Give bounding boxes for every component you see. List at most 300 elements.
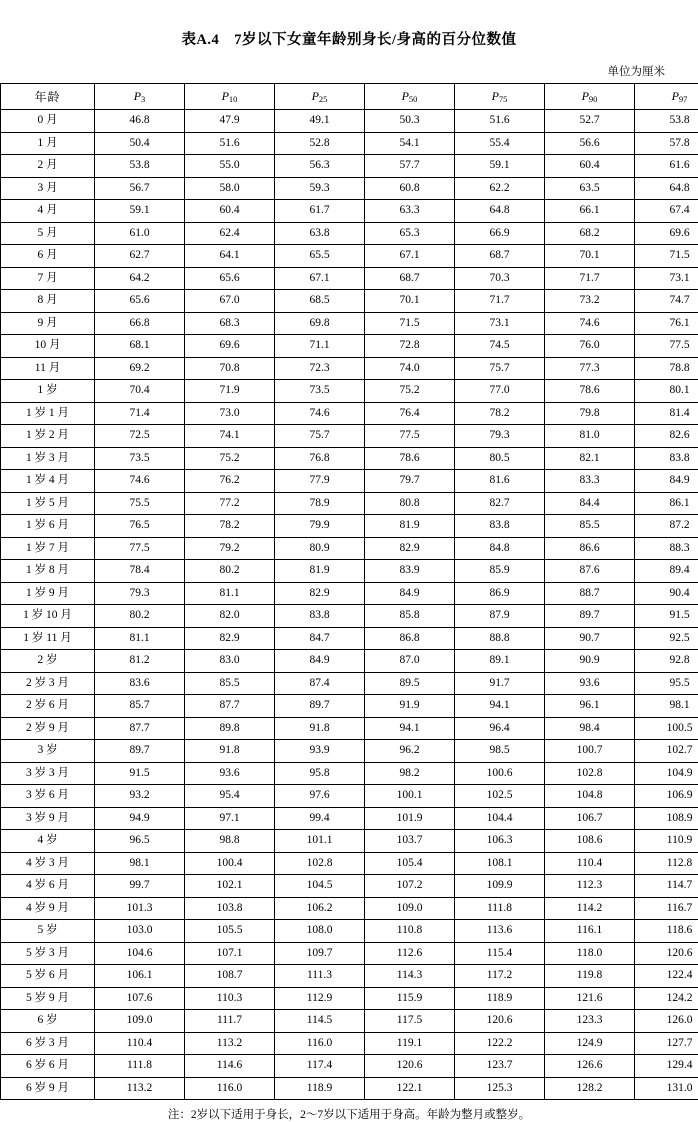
table-row (1, 515, 698, 538)
table-cell: 87.6 (545, 560, 635, 583)
table-cell: 117.2 (455, 965, 545, 988)
table-cell: 103.8 (185, 897, 275, 920)
table-cell: 72.5 (95, 425, 185, 448)
table-cell: 55.0 (185, 155, 275, 178)
table-cell: 71.7 (545, 267, 635, 290)
table-cell: 84.9 (275, 650, 365, 673)
table-cell: 62.7 (95, 245, 185, 268)
table-cell: 81.1 (185, 582, 275, 605)
table-cell: 116.0 (275, 1032, 365, 1055)
p3-subscript: 3 (141, 94, 145, 104)
table-cell: 73.5 (275, 380, 365, 403)
table-cell: 83.8 (275, 605, 365, 628)
table-cell: 62.4 (185, 222, 275, 245)
table-row (1, 605, 698, 628)
table-cell: 108.0 (275, 920, 365, 943)
table-cell: 77.0 (455, 380, 545, 403)
table-cell: 77.9 (275, 470, 365, 493)
table-cell: 65.3 (365, 222, 455, 245)
table-cell: 79.3 (95, 582, 185, 605)
table-cell: 79.2 (185, 537, 275, 560)
table-cell: 92.8 (635, 650, 698, 673)
table-cell: 89.7 (95, 740, 185, 763)
table-cell: 96.5 (95, 830, 185, 853)
row-header-age: 2 月 (1, 155, 95, 178)
table-cell: 76.5 (95, 515, 185, 538)
table-cell: 70.3 (455, 267, 545, 290)
table-cell: 67.4 (635, 200, 698, 223)
table-cell: 110.4 (95, 1032, 185, 1055)
row-header-age: 4 岁 (1, 830, 95, 853)
table-row (1, 110, 698, 133)
table-cell: 122.4 (635, 965, 698, 988)
table-cell: 103.7 (365, 830, 455, 853)
table-row (1, 1077, 698, 1100)
table-cell: 52.8 (275, 132, 365, 155)
table-cell: 100.1 (365, 785, 455, 808)
table-row (1, 312, 698, 335)
table-cell: 64.2 (95, 267, 185, 290)
table-cell: 95.4 (185, 785, 275, 808)
table-cell: 81.2 (95, 650, 185, 673)
table-cell: 85.5 (545, 515, 635, 538)
table-cell: 81.6 (455, 470, 545, 493)
table-cell: 114.3 (365, 965, 455, 988)
table-cell: 107.2 (365, 875, 455, 898)
table-cell: 131.0 (635, 1077, 698, 1100)
table-cell: 81.1 (95, 627, 185, 650)
table-row (1, 492, 698, 515)
table-row (1, 132, 698, 155)
table-cell: 98.1 (95, 852, 185, 875)
table-cell: 124.2 (635, 987, 698, 1010)
table-cell: 75.2 (185, 447, 275, 470)
row-header-age: 6 岁 (1, 1010, 95, 1033)
table-cell: 74.7 (635, 290, 698, 313)
table-cell: 109.9 (455, 875, 545, 898)
table-cell: 113.2 (95, 1077, 185, 1100)
table-cell: 114.5 (275, 1010, 365, 1033)
table-cell: 129.4 (635, 1055, 698, 1078)
table-cell: 115.9 (365, 987, 455, 1010)
row-header-age: 1 岁 7 月 (1, 537, 95, 560)
table-cell: 59.1 (95, 200, 185, 223)
table-cell: 89.4 (635, 560, 698, 583)
row-header-age: 2 岁 3 月 (1, 672, 95, 695)
table-cell: 77.5 (635, 335, 698, 358)
table-header-row (1, 84, 698, 110)
table-cell: 61.7 (275, 200, 365, 223)
p75-subscript: 75 (499, 94, 508, 104)
table-cell: 59.1 (455, 155, 545, 178)
table-cell: 54.1 (365, 132, 455, 155)
table-cell: 62.2 (455, 177, 545, 200)
table-row (1, 897, 698, 920)
table-cell: 119.1 (365, 1032, 455, 1055)
table-cell: 85.8 (365, 605, 455, 628)
table-cell: 94.1 (365, 717, 455, 740)
row-header-age: 6 月 (1, 245, 95, 268)
table-cell: 84.7 (275, 627, 365, 650)
table-cell: 106.2 (275, 897, 365, 920)
table-cell: 81.9 (365, 515, 455, 538)
table-cell: 73.5 (95, 447, 185, 470)
table-cell: 90.4 (635, 582, 698, 605)
column-header-p10: $P_{10}$ (185, 84, 275, 110)
table-cell: 60.4 (545, 155, 635, 178)
table-cell: 111.3 (275, 965, 365, 988)
table-cell: 83.3 (545, 470, 635, 493)
table-cell: 64.8 (455, 200, 545, 223)
table-cell: 74.6 (545, 312, 635, 335)
table-cell: 79.9 (275, 515, 365, 538)
table-row (1, 965, 698, 988)
row-header-age: 1 岁 11 月 (1, 627, 95, 650)
table-cell: 57.8 (635, 132, 698, 155)
table-row (1, 560, 698, 583)
table-cell: 110.3 (185, 987, 275, 1010)
table-cell: 83.9 (365, 560, 455, 583)
table-cell: 82.9 (185, 627, 275, 650)
row-header-age: 2 岁 6 月 (1, 695, 95, 718)
table-cell: 76.4 (365, 402, 455, 425)
table-cell: 77.5 (95, 537, 185, 560)
column-header-p75: $P_{75}$ (455, 84, 545, 110)
row-header-age: 4 岁 9 月 (1, 897, 95, 920)
row-header-age: 4 岁 3 月 (1, 852, 95, 875)
table-cell: 53.8 (635, 110, 698, 133)
table-row (1, 290, 698, 313)
table-cell: 83.6 (95, 672, 185, 695)
table-cell: 104.4 (455, 807, 545, 830)
table-cell: 74.1 (185, 425, 275, 448)
table-row (1, 875, 698, 898)
table-cell: 101.9 (365, 807, 455, 830)
table-cell: 104.6 (95, 942, 185, 965)
table-cell: 58.0 (185, 177, 275, 200)
table-cell: 67.1 (275, 267, 365, 290)
row-header-age: 3 岁 (1, 740, 95, 763)
table-cell: 67.1 (365, 245, 455, 268)
row-header-age: 3 月 (1, 177, 95, 200)
table-cell: 97.1 (185, 807, 275, 830)
table-cell: 116.0 (185, 1077, 275, 1100)
table-cell: 89.7 (545, 605, 635, 628)
row-header-age: 3 岁 9 月 (1, 807, 95, 830)
table-cell: 83.8 (635, 447, 698, 470)
table-cell: 94.9 (95, 807, 185, 830)
table-cell: 74.6 (275, 402, 365, 425)
table-cell: 84.4 (545, 492, 635, 515)
table-cell: 74.5 (455, 335, 545, 358)
table-cell: 93.6 (545, 672, 635, 695)
table-cell: 118.9 (455, 987, 545, 1010)
table-cell: 99.7 (95, 875, 185, 898)
table-row (1, 267, 698, 290)
table-row (1, 357, 698, 380)
table-cell: 63.5 (545, 177, 635, 200)
table-cell: 61.0 (95, 222, 185, 245)
table-cell: 65.6 (185, 267, 275, 290)
table-cell: 106.3 (455, 830, 545, 853)
document-page (0, 28, 698, 1115)
column-header-age: 年龄 (1, 84, 95, 110)
table-cell: 113.6 (455, 920, 545, 943)
table-cell: 83.0 (185, 650, 275, 673)
row-header-age: 11 月 (1, 357, 95, 380)
table-cell: 98.5 (455, 740, 545, 763)
table-cell: 75.5 (95, 492, 185, 515)
table-row (1, 470, 698, 493)
table-cell: 101.1 (275, 830, 365, 853)
table-cell: 87.7 (185, 695, 275, 718)
table-cell: 104.8 (545, 785, 635, 808)
table-cell: 47.9 (185, 110, 275, 133)
table-cell: 91.8 (185, 740, 275, 763)
table-cell: 60.4 (185, 200, 275, 223)
table-cell: 91.9 (365, 695, 455, 718)
table-cell: 77.5 (365, 425, 455, 448)
table-cell: 52.7 (545, 110, 635, 133)
table-row (1, 650, 698, 673)
table-row (1, 425, 698, 448)
unit-note: 单位为厘米 (0, 63, 665, 79)
table-cell: 68.2 (545, 222, 635, 245)
table-cell: 106.7 (545, 807, 635, 830)
table-row (1, 380, 698, 403)
table-cell: 117.5 (365, 1010, 455, 1033)
row-header-age: 1 岁 4 月 (1, 470, 95, 493)
growth-percentile-table (0, 83, 698, 1100)
table-cell: 71.5 (635, 245, 698, 268)
table-cell: 108.7 (185, 965, 275, 988)
table-cell: 80.9 (275, 537, 365, 560)
table-cell: 51.6 (455, 110, 545, 133)
p25-subscript: 25 (319, 94, 328, 104)
table-cell: 106.1 (95, 965, 185, 988)
table-cell: 91.8 (275, 717, 365, 740)
table-cell: 80.1 (635, 380, 698, 403)
table-cell: 78.2 (185, 515, 275, 538)
table-cell: 64.8 (635, 177, 698, 200)
table-cell: 89.1 (455, 650, 545, 673)
table-cell: 69.8 (275, 312, 365, 335)
table-cell: 68.7 (455, 245, 545, 268)
row-header-age: 4 月 (1, 200, 95, 223)
table-row (1, 222, 698, 245)
table-cell: 61.6 (635, 155, 698, 178)
table-row (1, 672, 698, 695)
table-cell: 108.9 (635, 807, 698, 830)
table-cell: 73.2 (545, 290, 635, 313)
table-cell: 120.6 (365, 1055, 455, 1078)
table-cell: 122.2 (455, 1032, 545, 1055)
table-cell: 70.1 (545, 245, 635, 268)
table-cell: 79.7 (365, 470, 455, 493)
table-cell: 68.1 (95, 335, 185, 358)
table-cell: 56.3 (275, 155, 365, 178)
table-cell: 108.1 (455, 852, 545, 875)
p10-subscript: 10 (229, 94, 238, 104)
row-header-age: 3 岁 6 月 (1, 785, 95, 808)
table-cell: 102.5 (455, 785, 545, 808)
table-cell: 80.8 (365, 492, 455, 515)
table-cell: 120.6 (455, 1010, 545, 1033)
table-cell: 100.7 (545, 740, 635, 763)
table-cell: 69.6 (185, 335, 275, 358)
table-cell: 81.4 (635, 402, 698, 425)
table-cell: 56.6 (545, 132, 635, 155)
table-row (1, 740, 698, 763)
table-cell: 82.6 (635, 425, 698, 448)
table-cell: 112.9 (275, 987, 365, 1010)
column-header-p97: $P_{97}$ (635, 84, 698, 110)
table-cell: 69.2 (95, 357, 185, 380)
table-cell: 94.1 (455, 695, 545, 718)
table-cell: 100.5 (635, 717, 698, 740)
table-cell: 56.7 (95, 177, 185, 200)
table-cell: 112.6 (365, 942, 455, 965)
table-cell: 84.9 (365, 582, 455, 605)
table-row (1, 177, 698, 200)
table-cell: 69.6 (635, 222, 698, 245)
table-row (1, 627, 698, 650)
row-header-age: 5 岁 (1, 920, 95, 943)
table-cell: 119.8 (545, 965, 635, 988)
table-cell: 71.1 (275, 335, 365, 358)
table-cell: 65.5 (275, 245, 365, 268)
table-cell: 113.2 (185, 1032, 275, 1055)
table-cell: 63.8 (275, 222, 365, 245)
table-row (1, 920, 698, 943)
table-cell: 87.2 (635, 515, 698, 538)
table-cell: 73.1 (455, 312, 545, 335)
table-cell: 126.6 (545, 1055, 635, 1078)
table-cell: 49.1 (275, 110, 365, 133)
table-cell: 66.9 (455, 222, 545, 245)
table-cell: 96.2 (365, 740, 455, 763)
row-header-age: 7 月 (1, 267, 95, 290)
table-cell: 87.0 (365, 650, 455, 673)
table-cell: 92.5 (635, 627, 698, 650)
table-cell: 126.0 (635, 1010, 698, 1033)
table-footnote: 注：2岁以下适用于身长，2～7岁以下适用于身高。年龄为整月或整岁。 (33, 1106, 665, 1122)
row-header-age: 1 岁 3 月 (1, 447, 95, 470)
table-cell: 76.0 (545, 335, 635, 358)
table-cell: 105.5 (185, 920, 275, 943)
table-cell: 103.0 (95, 920, 185, 943)
row-header-age: 1 月 (1, 132, 95, 155)
row-header-age: 1 岁 8 月 (1, 560, 95, 583)
table-cell: 88.7 (545, 582, 635, 605)
table-cell: 88.8 (455, 627, 545, 650)
table-cell: 107.6 (95, 987, 185, 1010)
table-cell: 70.8 (185, 357, 275, 380)
table-cell: 68.5 (275, 290, 365, 313)
row-header-age: 1 岁 5 月 (1, 492, 95, 515)
table-cell: 108.6 (545, 830, 635, 853)
table-cell: 78.2 (455, 402, 545, 425)
table-cell: 86.8 (365, 627, 455, 650)
row-header-age: 5 月 (1, 222, 95, 245)
table-cell: 68.7 (365, 267, 455, 290)
table-cell: 64.1 (185, 245, 275, 268)
table-cell: 107.1 (185, 942, 275, 965)
row-header-age: 6 岁 6 月 (1, 1055, 95, 1078)
table-cell: 74.6 (95, 470, 185, 493)
table-cell: 66.1 (545, 200, 635, 223)
table-cell: 110.9 (635, 830, 698, 853)
table-cell: 85.7 (95, 695, 185, 718)
table-row (1, 1010, 698, 1033)
table-cell: 102.1 (185, 875, 275, 898)
table-cell: 91.5 (635, 605, 698, 628)
table-cell: 76.1 (635, 312, 698, 335)
table-cell: 110.8 (365, 920, 455, 943)
p97-subscript: 97 (679, 94, 688, 104)
table-cell: 98.8 (185, 830, 275, 853)
p50-subscript: 50 (409, 94, 418, 104)
table-cell: 124.9 (545, 1032, 635, 1055)
table-cell: 90.7 (545, 627, 635, 650)
table-cell: 70.1 (365, 290, 455, 313)
table-cell: 86.6 (545, 537, 635, 560)
table-row (1, 447, 698, 470)
table-cell: 76.2 (185, 470, 275, 493)
row-header-age: 4 岁 6 月 (1, 875, 95, 898)
row-header-age: 2 岁 9 月 (1, 717, 95, 740)
table-cell: 55.4 (455, 132, 545, 155)
table-cell: 75.2 (365, 380, 455, 403)
table-cell: 98.2 (365, 762, 455, 785)
table-cell: 46.8 (95, 110, 185, 133)
table-cell: 78.6 (545, 380, 635, 403)
table-row (1, 785, 698, 808)
table-cell: 97.6 (275, 785, 365, 808)
table-cell: 83.8 (455, 515, 545, 538)
table-cell: 70.4 (95, 380, 185, 403)
table-cell: 84.9 (635, 470, 698, 493)
table-cell: 102.8 (545, 762, 635, 785)
table-cell: 50.3 (365, 110, 455, 133)
table-cell: 98.4 (545, 717, 635, 740)
table-cell: 111.8 (455, 897, 545, 920)
column-header-p50: $P_{50}$ (365, 84, 455, 110)
table-cell: 98.1 (635, 695, 698, 718)
table-cell: 123.7 (455, 1055, 545, 1078)
table-cell: 80.2 (95, 605, 185, 628)
row-header-age: 1 岁 2 月 (1, 425, 95, 448)
table-cell: 91.5 (95, 762, 185, 785)
table-cell: 67.0 (185, 290, 275, 313)
page-title: 表A.4 7岁以下女童年龄别身长/身高的百分位数值 (0, 28, 698, 49)
table-cell: 72.8 (365, 335, 455, 358)
row-header-age: 9 月 (1, 312, 95, 335)
table-cell: 104.5 (275, 875, 365, 898)
table-cell: 85.5 (185, 672, 275, 695)
table-cell: 114.2 (545, 897, 635, 920)
table-cell: 76.8 (275, 447, 365, 470)
row-header-age: 5 岁 3 月 (1, 942, 95, 965)
table-cell: 101.3 (95, 897, 185, 920)
table-header (1, 84, 698, 110)
row-header-age: 1 岁 (1, 380, 95, 403)
row-header-age: 1 岁 1 月 (1, 402, 95, 425)
table-cell: 120.6 (635, 942, 698, 965)
table-cell: 104.9 (635, 762, 698, 785)
column-header-p90: $P_{90}$ (545, 84, 635, 110)
table-cell: 109.0 (95, 1010, 185, 1033)
